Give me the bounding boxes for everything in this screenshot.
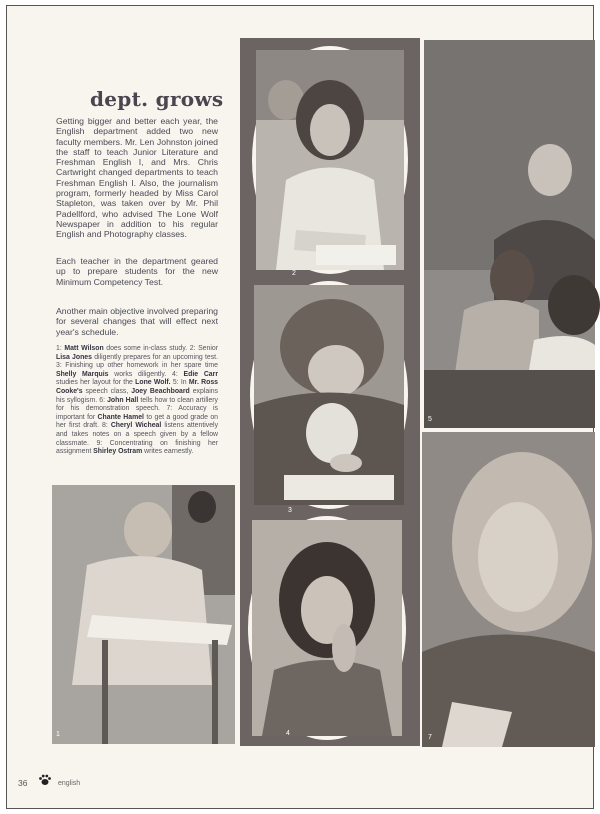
photo-number: 5 (428, 416, 432, 423)
oval-photo-shelly-marquis (250, 281, 408, 514)
photo-number: 7 (428, 734, 432, 741)
caption: 4: Edie Carr studies her layout for the (56, 370, 218, 387)
photo-number: 3 (288, 507, 292, 514)
oval-photo-edie-carr (248, 516, 406, 740)
photo-image (256, 50, 404, 270)
caption: 1: Matt Wilson does some in-class study. (56, 345, 188, 352)
caption: 2: Senior Lisa Jones diligently prepares for an upcoming test. (56, 345, 219, 361)
caption: 9: Concentrating on finishing her assignment Shirley Ostram writes earnestly. (56, 439, 218, 456)
section-label: english (58, 780, 81, 787)
photo-image (52, 485, 235, 744)
photo-image (252, 520, 402, 736)
caption: 8: Cheryl Wicheal listens attentively and takes notes on a speech given by a fellow classmate. (56, 422, 219, 447)
photo-captions (56, 345, 218, 457)
article-paragraph: Another main objective involved preparing for several changes that will effect next year's schedule. (56, 306, 218, 337)
photo-image (424, 40, 595, 428)
caption: 6: John Hall tells how to clean artillery for his demonstration speech. (56, 396, 219, 413)
caption: Lone Wolf. (135, 379, 171, 387)
photo-speech-class (424, 40, 595, 428)
article-title: dept. grows (90, 87, 224, 111)
caption: Joey Beachboard explains his syllogism. (56, 387, 219, 404)
article-paragraph: Getting bigger and better each year, the English department added two new faculty members. Mr. Len Johnston joined the staff to teach Junior Literature and Freshman English I, and Mrs. Chris Cartwright changed departments to teach Freshman English I. Also, the journalism program, formerly headed by Miss Carol Stapleton, was taken over by Mr. Phil Padellford, who advised The Lone Wolf Newspaper in addition to his regular English and Photography classes. (56, 116, 218, 240)
paw-print-icon (38, 774, 52, 786)
photo-number: 4 (286, 730, 290, 737)
photo-image (422, 432, 595, 747)
caption: 3: Finishing up other homework in her spare time Shelly Marquis works diligently. (56, 362, 218, 378)
page-number: 36 (18, 778, 28, 788)
oval-photo-lisa-jones (252, 46, 408, 277)
photo-image (254, 285, 404, 505)
caption: 5: In Mr. Ross Cooke's speech class, (56, 379, 218, 395)
photo-chante-hamel (422, 432, 595, 747)
photo-number: 1 (56, 731, 60, 738)
article-paragraph: Each teacher in the department geared up to prepare students for the new Minimum Competency Test. (56, 256, 218, 287)
caption: 7: Accuracy is important for Chante Hamel to get a good grade on her first draft. (56, 405, 219, 430)
photo-matt-wilson (52, 485, 235, 744)
photo-number: 2 (292, 270, 296, 277)
